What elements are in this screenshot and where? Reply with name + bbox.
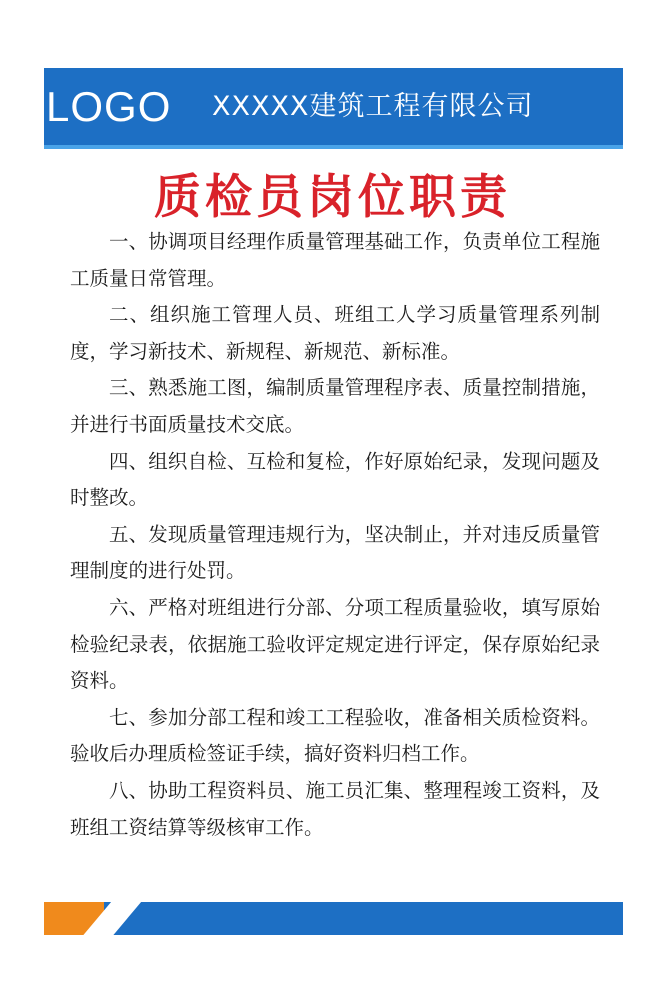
header-bar xyxy=(44,68,623,149)
footer-bar xyxy=(44,902,623,935)
duty-item: 二、组织施工管理人员、班组工人学习质量管理系列制度，学习新技术、新规程、新规范、新标准。 xyxy=(70,303,600,363)
duties-list xyxy=(70,224,600,846)
page-title: 质检员岗位职责 xyxy=(154,170,511,225)
duty-item: 八、协助工程资料员、施工员汇集、整理程竣工资料，及班组工资结算等级核审工作。 xyxy=(70,778,600,839)
duty-item: 六、严格对班组进行分部、分项工程质量验收，填写原始检验纪录表，依据施工验收评定规定进行评定，保存原始纪录资料。 xyxy=(70,595,600,693)
duty-item: 四、组织自检、互检和复检，作好原始纪录，发现问题及时整改。 xyxy=(70,449,600,510)
company-name: XXXXX建筑工程有限公司 xyxy=(212,91,534,122)
logo: LOGO xyxy=(46,83,172,130)
duty-item: 一、协调项目经理作质量管理基础工作，负责单位工程施工质量日常管理。 xyxy=(70,230,600,290)
duty-item: 三、熟悉施工图，编制质量管理程序表、质量控制措施，并进行书面质量技术交底。 xyxy=(70,376,600,436)
duty-item: 七、参加分部工程和竣工工程验收，准备相关质检资料。验收后办理质检签证手续，搞好资料归档工作。 xyxy=(70,705,600,766)
duty-item: 五、发现质量管理违规行为，坚决制止，并对违反质量管理制度的进行处罚。 xyxy=(70,522,600,583)
